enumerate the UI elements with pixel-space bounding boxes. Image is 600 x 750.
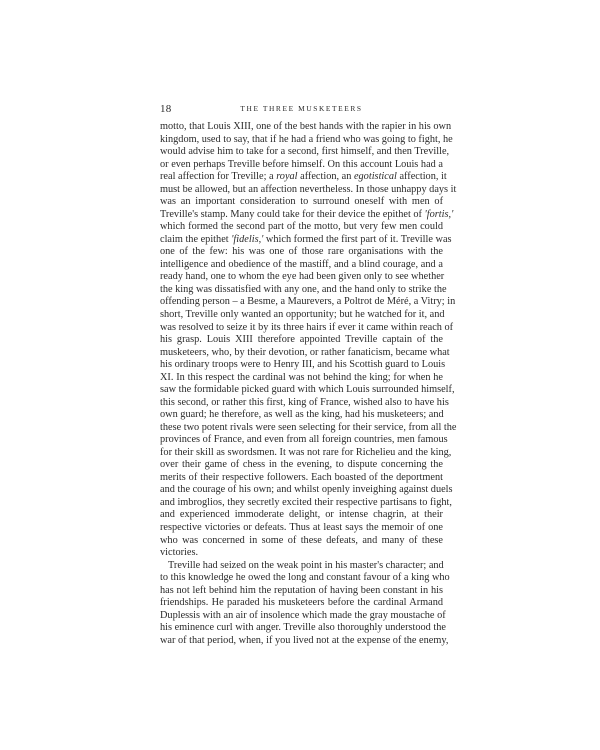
text-run: and the courage of his own; and whilst openly inveighing against duels [160,484,453,496]
text-run: own guard; he therefore, as well as the king, had his musketeers; and [160,409,444,421]
text-line [160,346,450,360]
italic-run: 'fortis,' [424,208,454,220]
text-line [160,472,443,485]
text-run: claim the epithet [160,233,232,245]
text-run: Treville's stamp. Many could take for their device the epithet of [160,208,425,220]
text-line [160,622,446,635]
text-line [160,597,443,610]
text-line [160,609,446,623]
text-run: these two potent rivals were seen selecting for their service, from all the [160,421,457,433]
text-line [160,459,443,472]
text-run: which formed the first part of it. Treville was [263,233,452,245]
text-line [160,547,443,560]
text-line [160,384,455,397]
text-line [160,634,449,648]
text-run: was an important consideration to surround oneself with men of [160,196,443,208]
text-run: saw the formidable picked guard with which Louis surrounded himself, [160,384,455,396]
text-run: merits of their respective followers. Each boasted of the deportment [160,471,443,483]
text-line [160,509,443,522]
text-run: his grasp. Louis XIII therefore appointed Treville captain of the [160,334,443,346]
text-run: kingdom, used to say, that if he had a friend who was going to fight, he [160,133,453,145]
text-run: one of the few: his was one of those rare organisations with the [160,246,443,258]
text-run: motto, that Louis XIII, one of the best hands with the rapier in his own [160,121,452,132]
text-line [160,321,454,335]
book-title: THE THREE MUSKETEERS [240,104,363,113]
text-line [160,196,443,209]
text-line [160,121,452,134]
text-run: was resolved to seize it by its three hairs if ever it came within reach of [160,321,454,333]
text-run: real affection for Treville; a [160,171,277,183]
text-run: short, Treville only wanted an opportunity; but he watched for it, and [160,308,445,320]
text-line [160,446,452,460]
text-run: war of that period, when, if you lived not at the expense of the enemy, [160,634,449,646]
text-run: affection, it [396,171,447,183]
text-run: would advise him to take for a second, first himself, and then Treville, [160,146,450,158]
text-line [160,233,452,247]
text-run: over their game of chess in the evening, to dispute concerning the [160,459,443,471]
italic-run: royal [276,171,298,183]
text-run: ready hand, one to whom the eye had been given only to see whether [160,271,445,283]
text-run: affection, an [297,171,354,183]
running-head [160,103,443,115]
text-run: Duplessis with an air of insolence which made the gray moustache of [160,609,446,621]
text-run: which formed the second part of the motto, but very few men could [160,221,443,233]
text-line [160,309,443,322]
text-line [160,585,443,598]
text-line [160,296,456,309]
text-line [160,183,457,197]
text-line [160,572,450,585]
text-run: who was concerned in some of these defeats, and many of these [160,534,443,546]
text-line [160,496,452,510]
text-line [160,484,453,497]
text-run: offending person – a Besme, a Maurevers, a Poltrot de Méré, a Vitry; in [160,296,456,308]
text-line [160,535,443,548]
text-run: the king was dissatisfied with any one, and the hand only to strike the [160,283,447,295]
text-line [160,271,443,284]
text-run: musketeers, who, by their devotion, or rather fanaticism, became what [160,346,450,358]
text-line [160,409,443,422]
text-run: and experienced immoderate delight, or intense chagrin, at their [160,509,443,521]
text-line [160,171,447,184]
text-line [160,221,443,234]
text-run: his ordinary troops were to Henry III, and his Scottish guard to Louis [160,359,446,371]
text-line [160,133,453,147]
text-line [160,283,447,297]
text-line [160,159,443,172]
body-text [160,121,457,647]
text-run: and imbroglios, they secretly excited their respective partisans to fight, [160,496,452,508]
text-run: his eminence curl with anger. Treville also thoroughly understood the [160,622,446,634]
text-run: XI. In this respect the cardinal was not behind the king; for when he [160,371,443,383]
text-line [160,259,443,272]
text-run: Treville had seized on the weak point in his master's character; and [168,559,444,571]
text-run: intelligence and obedience of the mastiff, and a blind courage, and a [160,258,443,270]
text-run: friendships. He paraded his musketeers before the cardinal Armand [160,597,443,609]
text-run: for their skill as swordsmen. It was not rare for Richelieu and the king, [160,446,452,458]
text-line [160,334,443,347]
text-line [160,208,454,222]
text-line [160,372,443,385]
text-line [160,396,449,410]
text-run: victories. [160,547,199,559]
italic-run: egotistical [353,171,397,183]
text-run: has not left behind him the reputation of having been constant in his [160,584,443,596]
text-line [160,146,450,159]
text-run: respective victories or defeats. Thus at least says the memoir of one [160,522,443,533]
text-run: provinces of France, and even from all foreign countries, men famous [160,434,448,446]
text-line [160,522,443,535]
page-number: 18 [160,103,172,115]
text-line [160,434,448,447]
text-line [160,359,446,372]
italic-run: 'fidelis,' [231,233,264,245]
text-line [160,560,443,573]
text-line [160,421,457,435]
text-run: this second, or rather this first, king of France, wished also to have his [160,396,449,408]
text-run: or even perhaps Treville before himself. On this account Louis had a [160,158,443,170]
text-run: must be allowed, but an affection nevertheless. In those unhappy days it [160,183,457,195]
text-line [160,246,443,259]
text-run: to this knowledge he owed the long and constant favour of a king who [160,572,450,584]
